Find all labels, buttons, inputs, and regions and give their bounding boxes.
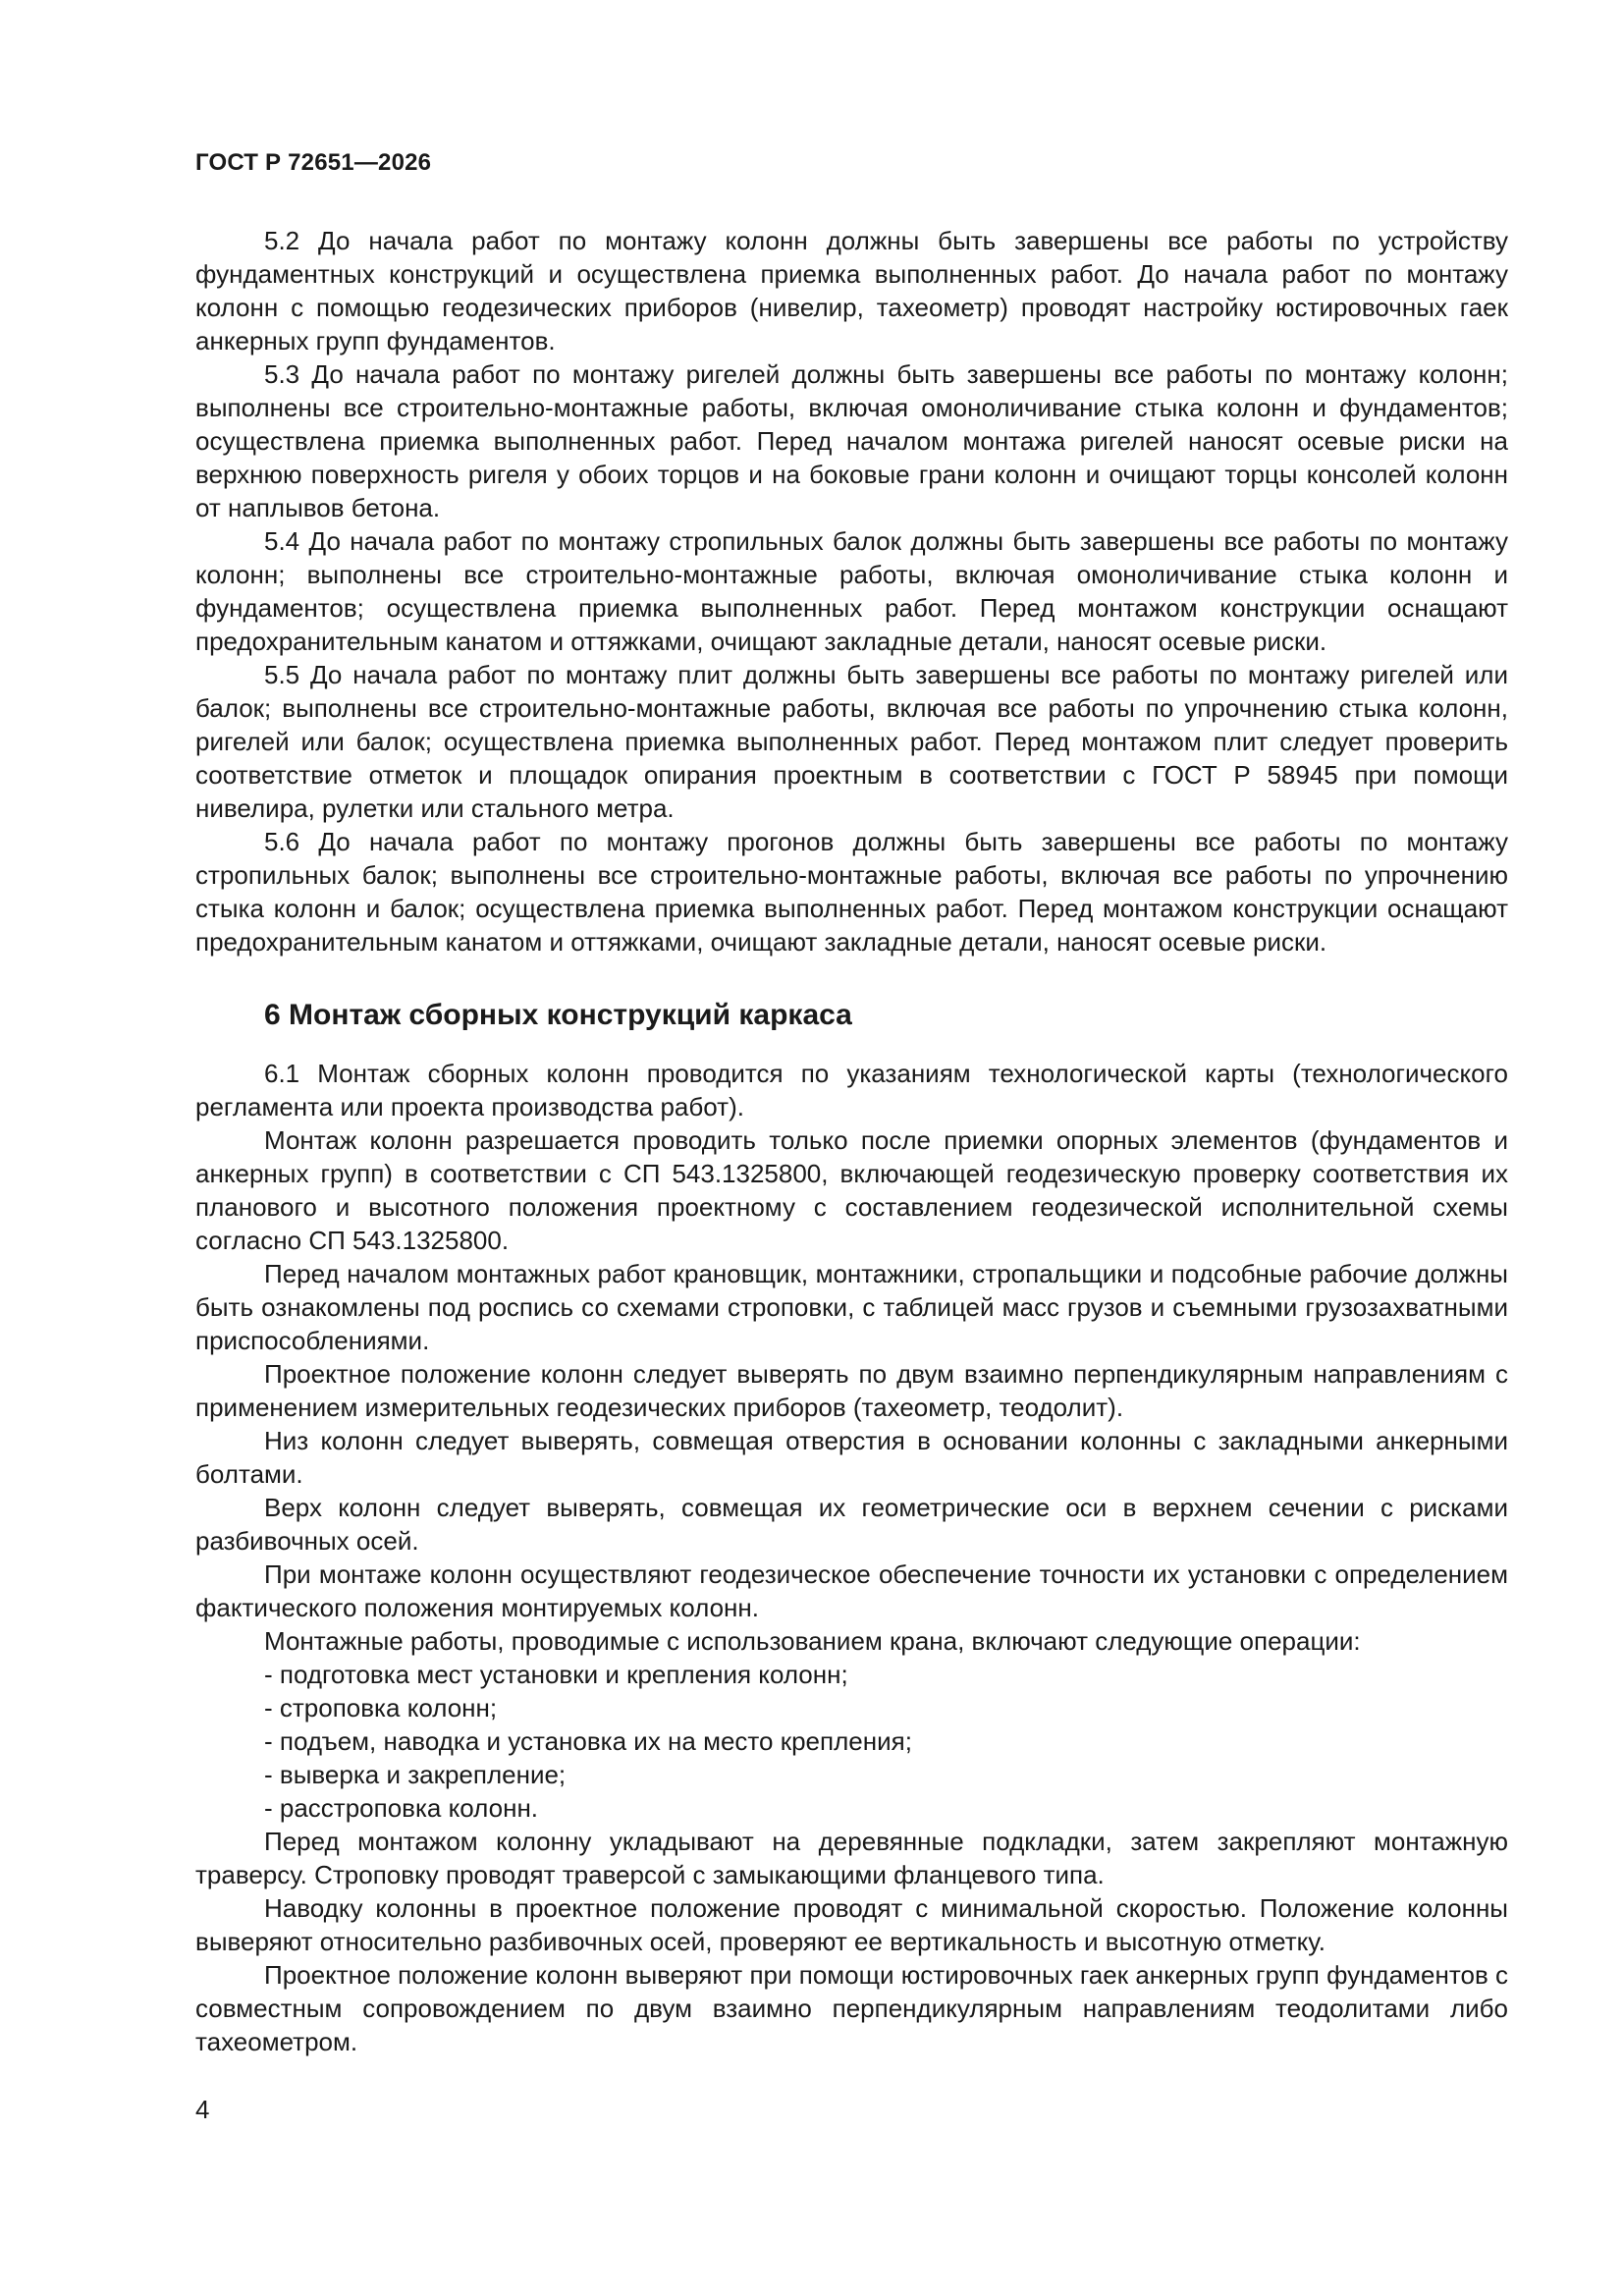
paragraph: При монтаже колонн осуществляют геодезическое обеспечение точности их установки с определением фактического положения монтируемых колонн. [195,1559,1508,1622]
clause-5-3: 5.3 До начала работ по монтажу ригелей должны быть завершены все работы по монтажу колонн; выполнены все строительно-монтажные работы, включая омоноличивание стыка колонн и фундаментов; осуществлена приемка выполненных работ. Перед началом монтажа ригелей наносят осевые риски на верхнюю поверхность ригеля у обоих торцов и на боковые грани колонн и очищают торцы консолей колонн от наплывов бетона. [195,359,1508,522]
list-item: - расстроповка колонн. [264,1793,539,1823]
paragraph: Наводку колонны в проектное положение проводят с минимальной скоростью. Положение колонны выверяют относительно разбивочных осей, проверяют ее вертикальность и высотную отметку. [195,1893,1508,1956]
paragraph: Перед монтажом колонну укладывают на деревянные подкладки, затем закрепляют монтажную траверсу. Строповку проводят траверсой с замыкающими фланцевого типа. [195,1827,1508,1889]
section-6-heading: 6 Монтаж сборных конструкций каркаса [264,999,852,1031]
paragraph: Верх колонн следует выверять, совмещая их геометрические оси в верхнем сечении с рисками разбивочных осей. [195,1493,1508,1556]
document-body [195,224,1508,2058]
list-item: - строповка колонн; [264,1693,498,1722]
paragraph: Монтаж колонн разрешается проводить только после приемки опорных элементов (фундаментов и анкерных групп) в соответствии с СП 543.1325800, включающей геодезическую проверку соответствия их планового и высотного положения проектному с составлением геодезической исполнительной схемы согласно СП 543.1325800. [195,1125,1508,1255]
clause-5-4: 5.4 До начала работ по монтажу стропильных балок должны быть завершены все работы по монтажу колонн; выполнены все строительно-монтажные работы, включая омоноличивание стыка колонн и фундаментов; осуществлена приемка выполненных работ. Перед монтажом конструкции оснащают предохранительным канатом и оттяжками, очищают закладные детали, наносят осевые риски. [195,526,1508,656]
paragraph: Проектное положение колонн следует выверять по двум взаимно перпендикулярным направлениям с применением измерительных геодезических приборов (тахеометр, теодолит). [195,1359,1508,1422]
clause-5-5: 5.5 До начала работ по монтажу плит должны быть завершены все работы по монтажу ригелей или балок; выполнены все строительно-монтажные работы, включая все работы по упрочнению стыка колонн, ригелей или балок; осуществлена приемка выполненных работ. Перед монтажом плит следует проверить соответствие отметок и площадок опирания проектным в соответствии с ГОСТ Р 58945 при помощи нивелира, рулетки или стального метра. [195,660,1508,823]
standard-header: ГОСТ Р 72651—2026 [195,149,432,176]
paragraph: Проектное положение колонн выверяют при помощи юстировочных гаек анкерных групп фундаментов с совместным сопровождением по двум взаимно перпендикулярным направлениям теодолитами либо тахеометром. [195,1960,1508,2056]
paragraph: Перед началом монтажных работ крановщик, монтажники, стропальщики и подсобные рабочие должны быть ознакомлены под роспись со схемами строповки, с таблицей масс грузов и съемными грузозахватными приспособлениями. [195,1259,1508,1355]
paragraph: Монтажные работы, проводимые с использованием крана, включают следующие операции: [264,1626,1361,1656]
list-item: - подготовка мест установки и крепления колонн; [264,1660,848,1689]
page-number: 4 [195,2095,210,2124]
paragraph: Низ колонн следует выверять, совмещая отверстия в основании колонны с закладными анкерными болтами. [195,1426,1508,1489]
list-item: - подъем, наводка и установка их на место крепления; [264,1726,912,1756]
clause-6-1: 6.1 Монтаж сборных колонн проводится по указаниям технологической карты (технологического регламента или проекта производства работ). [195,1059,1508,1121]
list-item: - выверка и закрепление; [264,1760,567,1789]
clause-5-6: 5.6 До начала работ по монтажу прогонов должны быть завершены все работы по монтажу стропильных балок; выполнены все строительно-монтажные работы, включая все работы по упрочнению стыка колонн и балок; осуществлена приемка выполненных работ. Перед монтажом конструкции оснащают предохранительным канатом и оттяжками, очищают закладные детали, наносят осевые риски. [195,827,1508,957]
clause-5-2: 5.2 До начала работ по монтажу колонн должны быть завершены все работы по устройству фундаментных конструкций и осуществлена приемка выполненных работ. До начала работ по монтажу колонн с помощью геодезических приборов (нивелир, тахеометр) проводят настройку юстировочных гаек анкерных групп фундаментов. [195,226,1508,355]
